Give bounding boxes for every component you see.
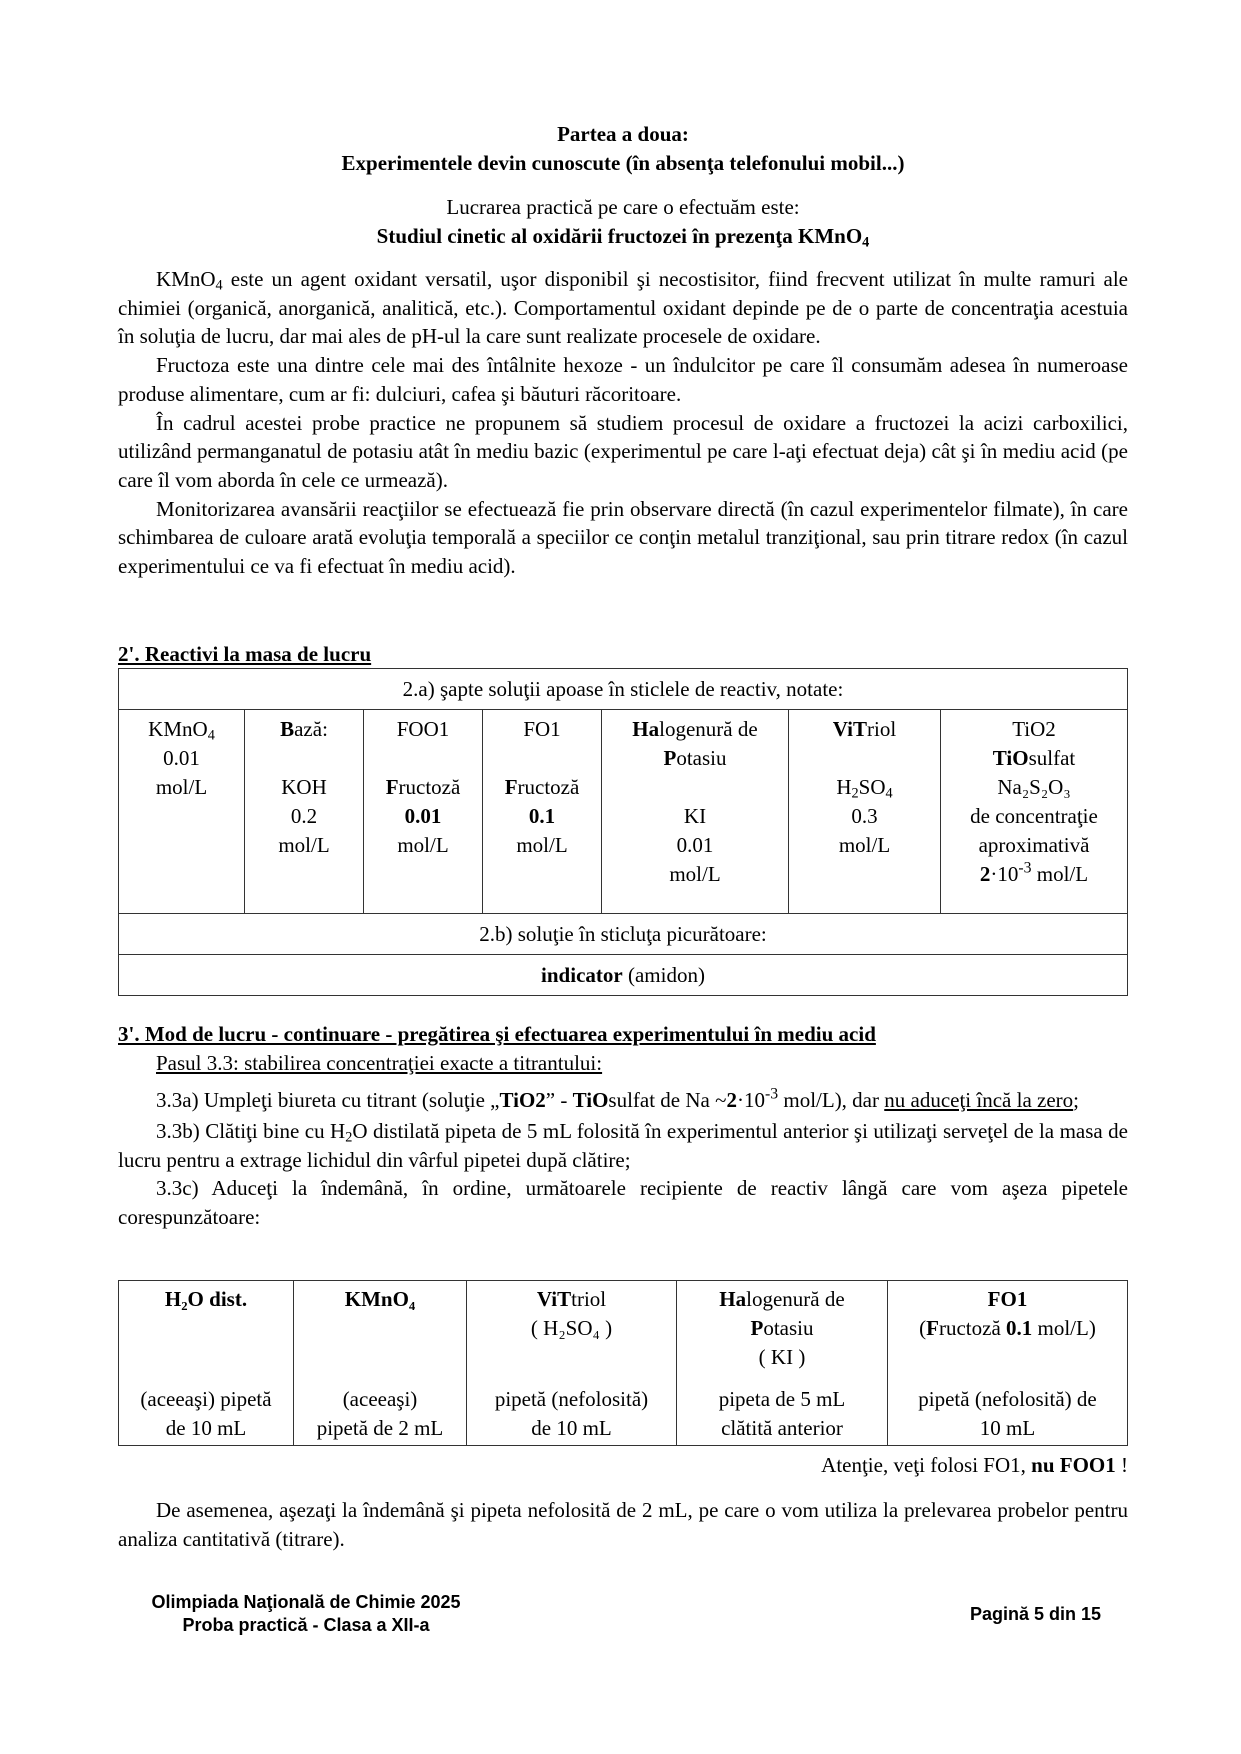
reagent-vitriol: ViTriol $H_2SO_4$ 0.3 mol/L xyxy=(789,710,941,914)
footer-title xyxy=(126,1591,486,1637)
step-3-3a: 3.3a) Umpleţi biureta cu titrant (soluţie „TiO2” - TiOsulfat de Na $\sim 2\cdot 10^{-3}$ mol/L), dar nu aduceţi încă la zero; xyxy=(156,1085,1079,1112)
pipette-fo1: FO1 (Fructoză 0.1 mol/L) pipetă (nefolosită) de 10 mL xyxy=(888,1281,1128,1446)
step-3-3-heading: Pasul 3.3: stabilirea concentraţiei exacte a titrantului: xyxy=(156,1051,603,1075)
reagent-foo1: FOO1 Fructoză 0.01 mol/L xyxy=(364,710,483,914)
part-subtitle: Experimentele devin cunoscute (în absenţa telefonului mobil...) xyxy=(341,151,905,175)
reagent-ki: Halogenură de Potasiu KI 0.01 mol/L xyxy=(602,710,789,914)
intro-paragraph-3: În cadrul acestei probe practice ne propunem să studiem procesul de oxidare a fructozei la acizi carboxilici, utilizând permanganatul de potasiu atât în mediu bazic (experimentul pe care l-aţi efectuat deja) cât şi în mediu acid (pe care îl vom aborda în cele ce urmează). xyxy=(118,410,1128,492)
intro-paragraph-1: KMnO$_4$ este un agent oxidant versatil, uşor disponibil şi necostisitor, fiind frecvent utilizat în multe ramuri ale chimiei (organică, anorganică, analitică, etc.). Comportamentul oxidant depinde pe de o parte de concentraţia acestuia în soluţia de lucru, dar mai ales de pH-ul la care sunt realizate procesele de oxidare. xyxy=(118,267,1128,349)
intro-paragraph-2: Fructoza este una dintre cele mai des întâlnite hexoze - un îndulcitor pe care îl consumăm adesea în numeroase produse alimentare, cum ar fi: dulciuri, cafea şi băuturi răcoritoare. xyxy=(118,353,1128,406)
footer-line-2: Proba practică - Clasa a XII-a xyxy=(182,1615,430,1635)
closing-paragraph-block xyxy=(118,1496,1128,1553)
reagents-header-b: 2.b) soluţie în sticluţa picurătoare: xyxy=(119,914,1128,955)
indicator-row: indicator (amidon) xyxy=(119,955,1128,996)
part-title: Partea a doua: xyxy=(557,122,689,146)
work-title-block xyxy=(118,193,1128,251)
attention-note: Atenţie, veţi folosi FO1, nu FOO1 ! xyxy=(821,1453,1128,1477)
work-title: Studiul cinetic al oxidării fructozei în prezenţa KMnO$_4$ xyxy=(376,224,870,251)
reagent-fo1: FO1 Fructoză 0.1 mol/L xyxy=(483,710,602,914)
reagents-header-a: 2.a) şapte soluţii apoase în sticlele de reactiv, notate: xyxy=(119,669,1128,710)
reagent-tio2: TiO2 TiOsulfat Na₂S₂O₃ de concentraţie aproximativă $2\cdot 10^{-3}$ mol/L xyxy=(941,710,1128,914)
pipette-ki: Halogenură de Potasiu ( KI ) pipeta de 5 mL clătită anterior xyxy=(677,1281,888,1446)
closing-paragraph: De asemenea, aşezaţi la îndemână şi pipeta nefolosită de 2 mL, pe care o vom utiliza la prelevarea probelor pentru analiza cantitativă (titrare). xyxy=(118,1498,1128,1551)
steps-paragraphs xyxy=(118,1083,1128,1232)
section-3-heading: 3'. Mod de lucru - continuare - pregătirea şi efectuarea experimentului în mediu acid xyxy=(118,1022,876,1046)
page-number: Pagină 5 din 15 xyxy=(970,1604,1102,1624)
pipettes-table xyxy=(118,1280,1128,1446)
footer-line-1: Olimpiada Naţională de Chimie 2025 xyxy=(151,1592,461,1612)
reagent-base: Bază: KOH 0.2 mol/L xyxy=(245,710,364,914)
step-3-3c: 3.3c) Aduceţi la îndemână, în ordine, următoarele recipiente de reactiv lângă care vom aşeza pipetele corespunzătoare: xyxy=(118,1176,1128,1230)
step-3-3b: 3.3b) Clătiţi bine cu $H_2O$ distilată pipeta de 5 mL folosită în experimentul anterior şi utilizaţi serveţel de la masa de lucru pentru a extrage lichidul din vârful pipetei după clătire; xyxy=(118,1119,1128,1172)
intro-paragraph-4: Monitorizarea avansării reacţiilor se efectuează fie prin observare directă (în cazul experimentelor filmate), în care schimbarea de culoare arată evoluţia temporală a speciilor ce conţin metalul tranziţional, sau prin titrare redox (în cazul experimentului ce va fi efectuat în mediu acid). xyxy=(118,496,1128,579)
reagents-table xyxy=(118,668,1128,996)
reagent-kmno4: KMnO$_4$ 0.01 mol/L xyxy=(119,710,245,914)
pipette-kmno4: KMnO₄ (aceeaşi) pipetă de 2 mL xyxy=(294,1281,467,1446)
intro-line: Lucrarea practică pe care o efectuăm este: xyxy=(446,195,800,219)
part-title-block xyxy=(118,120,1128,178)
section-2-heading: 2'. Reactivi la masa de lucru xyxy=(118,642,372,666)
intro-paragraphs xyxy=(118,265,1128,581)
pipette-water: H₂O dist. (aceeaşi) pipetă de 10 mL xyxy=(119,1281,294,1446)
pipette-vitriol: ViTtriol ( H₂SO₄ ) pipetă (nefolosită) de 10 mL xyxy=(467,1281,677,1446)
